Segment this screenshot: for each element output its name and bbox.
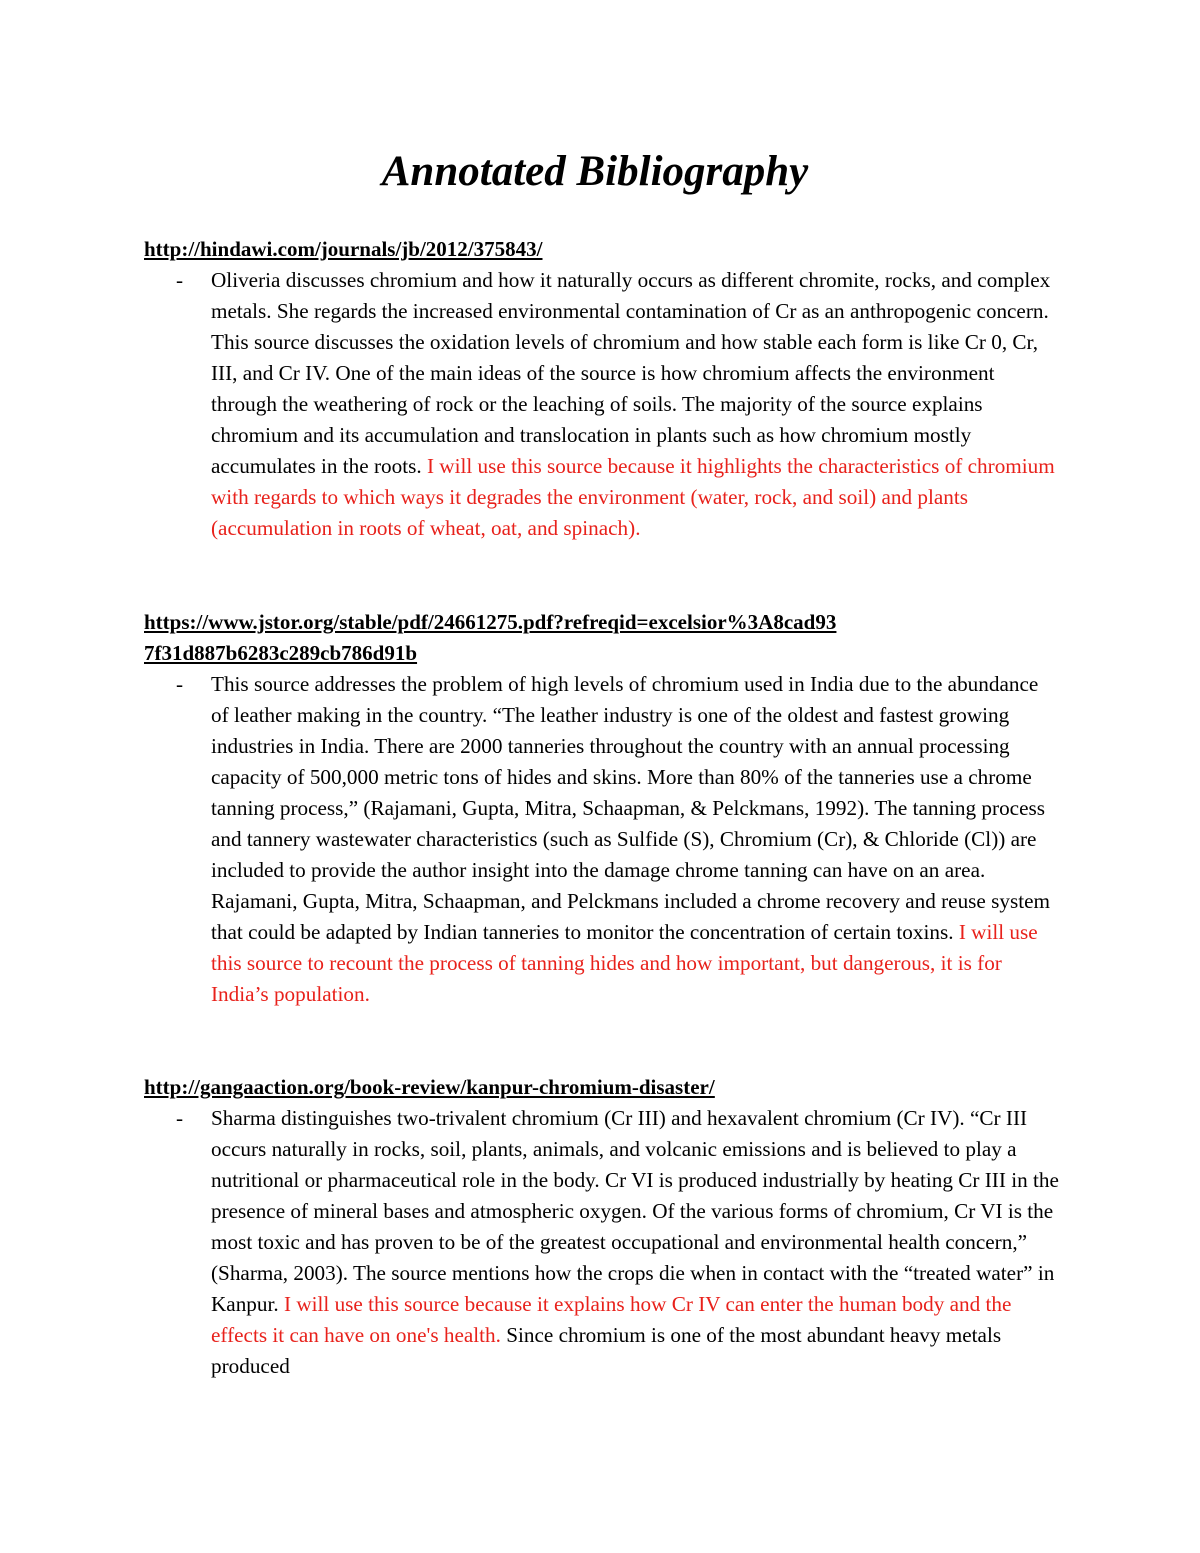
annotation-body: This source addresses the problem of high levels of chromium used in India due to the abundance of leather making in the country. “The leather industry is one of the oldest and fastest growing industries in India. There are 2000 tanneries throughout the country with an annual processing capacity of 500,000 metric tons of hides and skins. More than 80% of the tanneries use a chrome tanning process,” (Rajamani, Gupta, Mitra, Schaapman, & Pelckmans, 1992). The tanning process and tannery wastewater characteristics (such as Sulfide (S), Chromium (Cr), & Chloride (Cl)) are included to provide the author insight into the damage chrome tanning can have on an area. Rajamani, Gupta, Mitra, Schaapman, and Pelckmans included a chrome recovery and reuse system that could be adapted by Indian tanneries to monitor the concentration of certain toxins. <box>211 672 1050 944</box>
source-link[interactable]: http://gangaaction.org/book-review/kanpur-chromium-disaster/ <box>144 1075 715 1099</box>
page-title: Annotated Bibliography <box>381 148 809 195</box>
source-link[interactable]: https://www.jstor.org/stable/pdf/24661275.pdf?refreqid=excelsior%3A8cad937f31d887b6283c289cb786d91b <box>144 610 837 665</box>
annotation-body: Sharma distinguishes two-trivalent chromium (Cr III) and hexavalent chromium (Cr IV). “Cr III occurs naturally in rocks, soil, plants, animals, and volcanic emissions and is believed to play a nutritional or pharmaceutical role in the body. Cr VI is produced industrially by heating Cr III in the presence of mineral bases and atmospheric oxygen. Of the various forms of chromium, Cr VI is the most toxic and has proven to be of the greatest occupational and environmental health concern,” (Sharma, 2003). The source mentions how the crops die when in contact with the “treated water” in Kanpur. <box>211 1106 1059 1316</box>
annotation-highlight: I will use this source because it explains how Cr IV can enter the human body and the effects it can have on one's health. <box>211 1292 1012 1347</box>
annotation-highlight: I will use this source to recount the process of tanning hides and how important, but dangerous, it is for India’s population. <box>211 920 1038 1006</box>
bullet-dash: - <box>176 268 184 292</box>
source-url <box>144 607 844 669</box>
annotation-trailing: Since chromium is one of the most abundant heavy metals produced <box>211 1323 1002 1378</box>
source-url <box>144 234 844 265</box>
bullet-dash: - <box>176 1106 184 1130</box>
annotation-text <box>144 1103 1061 1382</box>
annotation-highlight: I will use this source because it highlights the characteristics of chromium with regards to which ways it degrades the environment (water, rock, and soil) and plants (accumulation in roots of wheat, oat, and spinach). <box>211 454 1055 540</box>
source-link[interactable]: http://hindawi.com/journals/jb/2012/375843/ <box>144 237 543 261</box>
bibliography-entry <box>144 1072 1064 1382</box>
source-url <box>144 1072 844 1103</box>
bullet-dash: - <box>176 672 184 696</box>
annotation-body: Oliveria discusses chromium and how it naturally occurs as different chromite, rocks, and complex metals. She regards the increased environmental contamination of Cr as an anthropogenic concern. This source discusses the oxidation levels of chromium and how stable each form is like Cr 0, Cr, III, and Cr IV. One of the main ideas of the source is how chromium affects the environment through the weathering of rock or the leaching of soils. The majority of the source explains chromium and its accumulation and translocation in plants such as how chromium mostly accumulates in the roots. <box>211 268 1051 478</box>
bibliography-entry <box>144 234 1064 544</box>
annotation-text <box>144 669 1061 1010</box>
annotation-text <box>144 265 1061 544</box>
bibliography-entry <box>144 607 1064 1010</box>
